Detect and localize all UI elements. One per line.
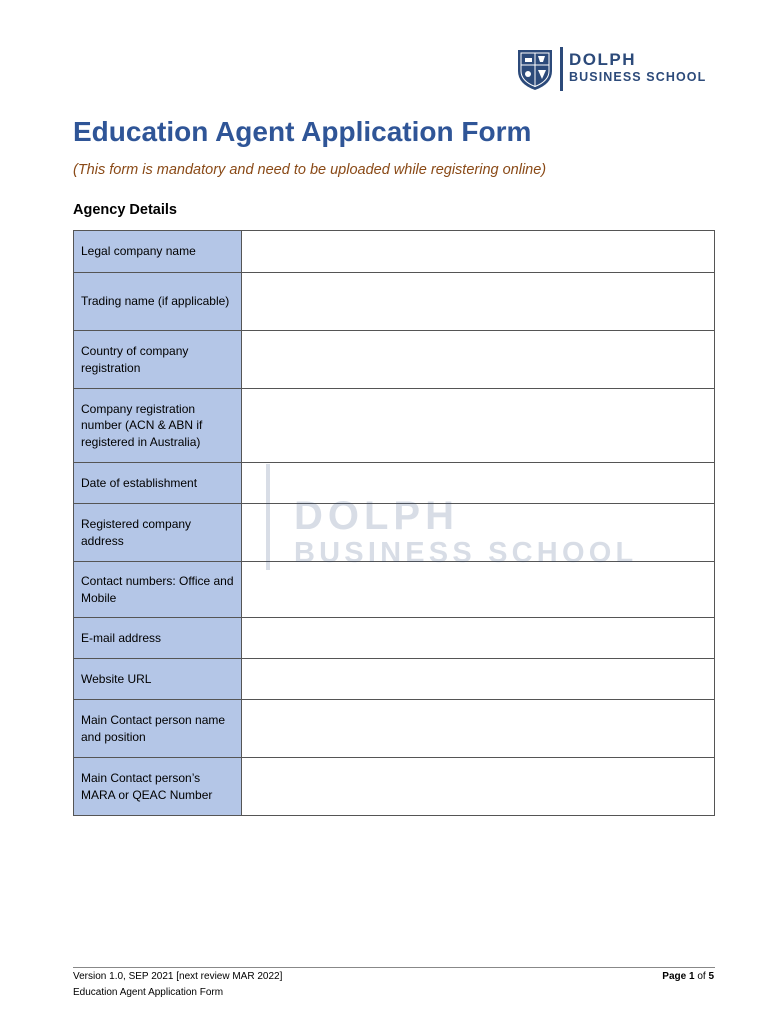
table-row (74, 463, 715, 504)
field-value-trading-name[interactable] (242, 273, 715, 331)
field-label: Country of company registration (81, 344, 189, 375)
field-label-cell (74, 463, 242, 504)
shield-crest-icon (516, 47, 554, 91)
table-row (74, 273, 715, 331)
field-label-cell (74, 618, 242, 659)
agency-details-table (73, 230, 715, 816)
field-label-cell (74, 273, 242, 331)
table-row (74, 562, 715, 618)
field-label-cell (74, 758, 242, 816)
field-value-contact-numbers[interactable] (242, 562, 715, 618)
table-row (74, 504, 715, 562)
logo-text-dolph: DOLPH (569, 50, 636, 69)
field-label: Main Contact person’s MARA or QEAC Number (81, 771, 213, 802)
field-value-website-url[interactable] (242, 659, 715, 700)
field-label: Contact numbers: Office and Mobile (81, 574, 234, 605)
field-label: Trading name (if applicable) (81, 294, 230, 309)
page-total: 5 (708, 971, 714, 982)
school-logo (516, 47, 716, 93)
page-of: of (697, 971, 706, 982)
field-value-main-contact-person[interactable] (242, 700, 715, 758)
field-label-cell (74, 331, 242, 389)
field-label: Main Contact person name and position (81, 713, 226, 744)
page-word: Page (662, 971, 687, 982)
table-row (74, 700, 715, 758)
field-value-legal-company-name[interactable] (242, 231, 715, 273)
table-row (74, 389, 715, 463)
table-row (74, 618, 715, 659)
field-label-cell (74, 700, 242, 758)
field-label-cell (74, 504, 242, 562)
field-value-registered-address[interactable] (242, 504, 715, 562)
field-value-email-address[interactable] (242, 618, 715, 659)
table-row (74, 758, 715, 816)
table-row (74, 331, 715, 389)
page-current: 1 (688, 971, 695, 982)
field-label: Legal company name (81, 244, 196, 259)
field-label-cell (74, 231, 242, 273)
page-title: Education Agent Application Form (73, 116, 532, 147)
page-number (662, 970, 714, 983)
logo-text-business-school: BUSINESS SCHOOL (569, 70, 707, 84)
field-label: Website URL (81, 671, 152, 686)
table-row (74, 231, 715, 273)
footer-version: Version 1.0, SEP 2021 [next review MAR 2022] (73, 971, 283, 982)
section-heading-agency-details: Agency Details (73, 202, 177, 218)
field-label: Date of establishment (81, 475, 198, 490)
field-value-company-registration-number[interactable] (242, 389, 715, 463)
footer-document-name: Education Agent Application Form (73, 987, 224, 998)
field-label: Registered company address (81, 517, 192, 548)
logo-divider (560, 47, 563, 91)
field-label-cell (74, 389, 242, 463)
page-subtitle: (This form is mandatory and need to be uploaded while registering online) (73, 162, 547, 178)
field-label: Company registration number (ACN & ABN if registered in Australia) (81, 401, 203, 449)
field-label-cell (74, 562, 242, 618)
field-value-mara-qeac-number[interactable] (242, 758, 715, 816)
footer-divider (73, 967, 715, 968)
field-value-country-of-registration[interactable] (242, 331, 715, 389)
field-value-date-of-establishment[interactable] (242, 463, 715, 504)
field-label: E-mail address (81, 630, 162, 645)
field-label-cell (74, 659, 242, 700)
table-row (74, 659, 715, 700)
